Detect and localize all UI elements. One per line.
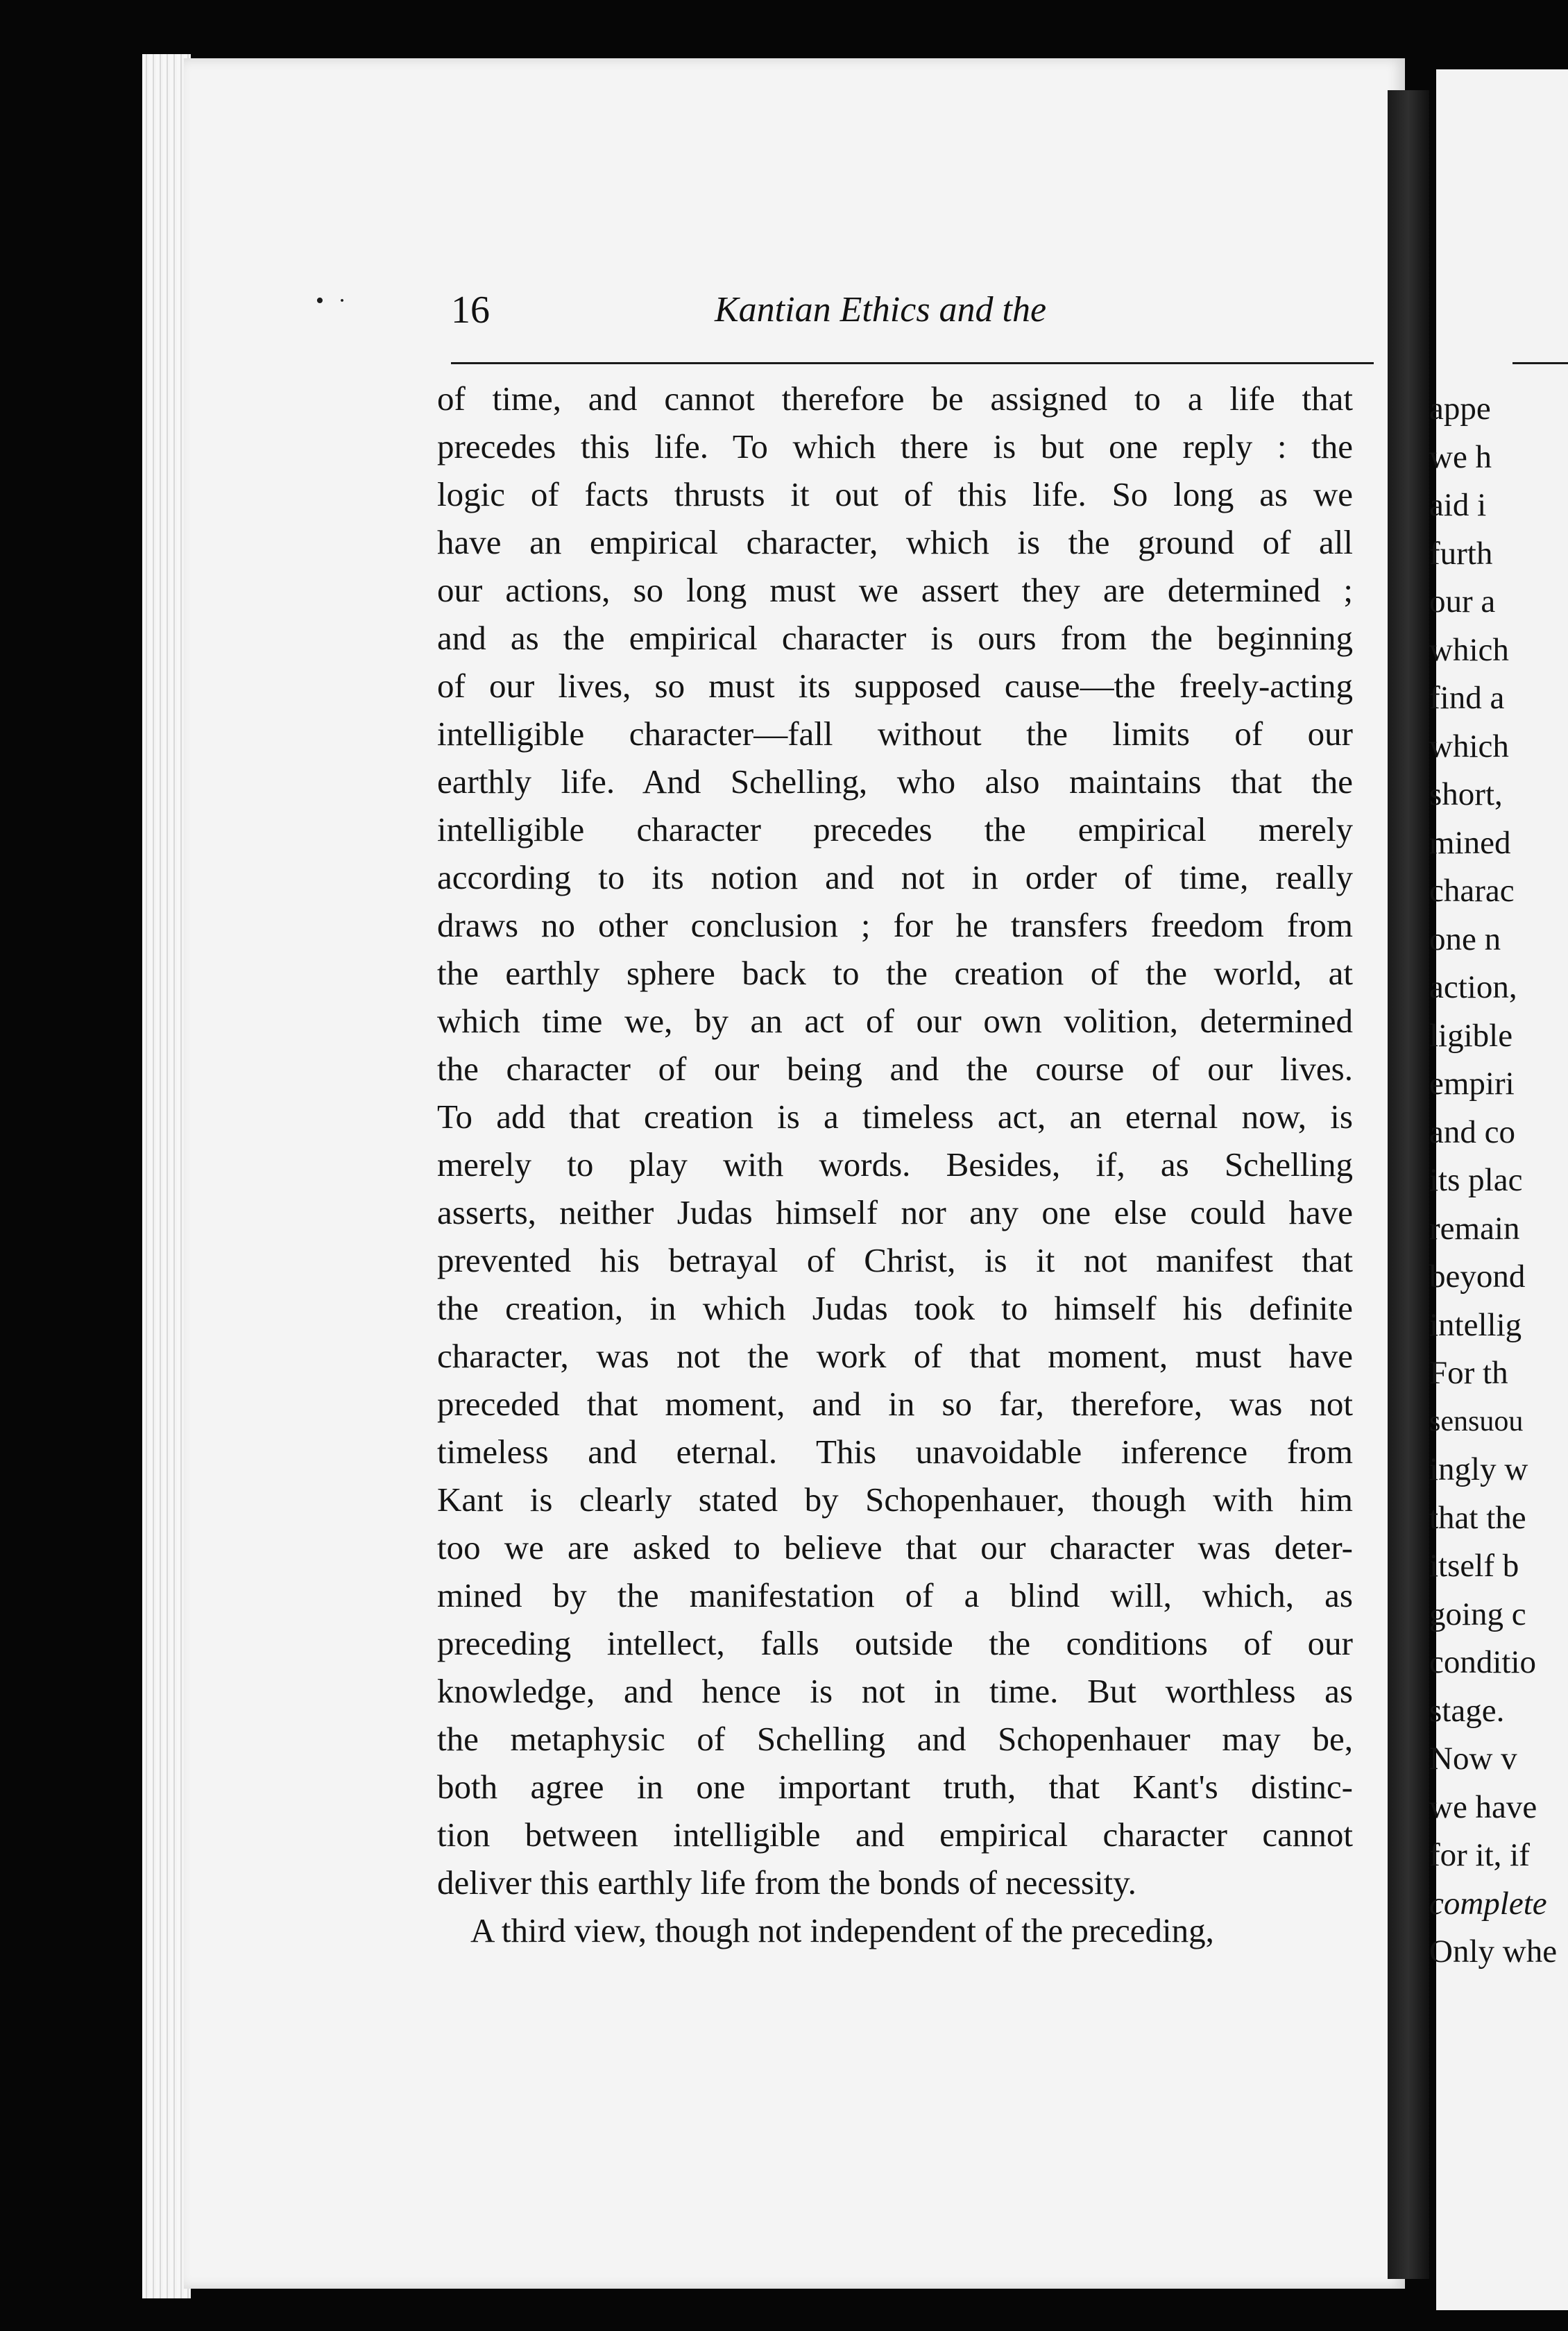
text-line: preceded that moment, and in so far, therefore, was not: [437, 1385, 1353, 1423]
text-line: of time, and cannot therefore be assigned to a life that: [437, 379, 1353, 418]
text-line: precedes this life. To which there is but one reply : the: [437, 427, 1353, 466]
facing-line: sensuou: [1429, 1405, 1524, 1437]
text-line: preceding intellect, falls outside the conditions of our: [437, 1624, 1353, 1662]
text-line: the earthly sphere back to the creation of the world, at: [437, 954, 1353, 992]
scan-specks: • ·: [316, 288, 350, 314]
text-line: character, was not the work of that moment, must have: [437, 1337, 1353, 1375]
facing-line: that the: [1429, 1499, 1526, 1536]
text-line: asserts, neither Judas himself nor any one else could have: [437, 1193, 1353, 1231]
text-line: and as the empirical character is ours from the beginning: [437, 619, 1353, 657]
page-number: 16: [451, 289, 490, 332]
facing-line: one n: [1429, 921, 1501, 957]
facing-line: and co: [1429, 1113, 1515, 1150]
facing-line: furth: [1429, 535, 1493, 572]
facing-line: remain: [1429, 1210, 1520, 1247]
text-line: our actions, so long must we assert they are determined ;: [437, 571, 1353, 609]
text-line: the creation, in which Judas took to himself his definite: [437, 1289, 1353, 1327]
facing-header-rule: [1512, 362, 1568, 364]
facing-line: find a: [1429, 680, 1505, 716]
text-line: intelligible character—fall without the limits of our: [437, 715, 1353, 753]
text-line: intelligible character precedes the empirical merely: [437, 810, 1353, 848]
facing-line: charac: [1429, 873, 1515, 909]
text-line: earthly life. And Schelling, who also maintains that the: [437, 762, 1353, 801]
text-line: draws no other conclusion ; for he transfers freedom from: [437, 906, 1353, 944]
text-line: of our lives, so must its supposed cause—the freely-acting: [437, 667, 1353, 705]
page-header: [451, 281, 1374, 350]
text-line: the metaphysic of Schelling and Schopenhauer may be,: [437, 1720, 1353, 1758]
text-line: deliver this earthly life from the bonds of necessity.: [437, 1863, 1136, 1902]
text-line: have an empirical character, which is the ground of all: [437, 523, 1353, 561]
book-gutter: [1388, 90, 1429, 2279]
text-line: timeless and eternal. This unavoidable inference from: [437, 1433, 1353, 1471]
facing-line: for it, if: [1429, 1837, 1530, 1873]
facing-line: ligible: [1429, 1017, 1513, 1054]
facing-line: mined: [1429, 824, 1511, 861]
running-title: Kantian Ethics and the: [715, 290, 1047, 330]
facing-line: Only whe: [1429, 1933, 1558, 1970]
body-text: [437, 375, 1353, 1954]
text-line: the character of our being and the course of our lives.: [437, 1050, 1353, 1088]
text-line: prevented his betrayal of Christ, is it not manifest that: [437, 1241, 1353, 1279]
facing-line: which: [1429, 631, 1509, 668]
text-line: too we are asked to believe that our character was deter-: [437, 1528, 1353, 1566]
facing-line: we have: [1429, 1788, 1537, 1825]
text-line: according to its notion and not in order of time, really: [437, 858, 1353, 896]
facing-line: we h: [1429, 438, 1492, 475]
facing-line: action,: [1429, 969, 1517, 1005]
text-line: Kant is clearly stated by Schopenhauer, though with him: [437, 1480, 1353, 1519]
text-line: A third view, though not independent of the preceding,: [470, 1911, 1214, 1949]
facing-line: aid i: [1429, 487, 1487, 523]
facing-line: intellig: [1429, 1306, 1522, 1343]
facing-line: appe: [1429, 391, 1491, 427]
text-line: To add that creation is a timeless act, an eternal now, is: [437, 1098, 1353, 1136]
facing-line: short,: [1429, 776, 1503, 812]
text-line: which time we, by an act of our own volition, determined: [437, 1002, 1353, 1040]
facing-line: our a: [1429, 583, 1496, 620]
facing-line: conditio: [1429, 1644, 1537, 1680]
facing-line: ingly w: [1429, 1451, 1528, 1487]
text-line: logic of facts thrusts it out of this life. So long as we: [437, 475, 1353, 513]
facing-line: complete: [1429, 1885, 1547, 1922]
header-rule: [451, 362, 1374, 364]
text-line: knowledge, and hence is not in time. But worthless as: [437, 1672, 1353, 1710]
facing-line: itself b: [1429, 1548, 1519, 1584]
text-line: both agree in one important truth, that Kant's distinc-: [437, 1768, 1353, 1806]
text-line: tion between intelligible and empirical character cannot: [437, 1816, 1353, 1854]
facing-line: stage.: [1429, 1692, 1505, 1729]
facing-line: going c: [1429, 1596, 1526, 1632]
text-line: mined by the manifestation of a blind will, which, as: [437, 1576, 1353, 1614]
facing-line: beyond: [1429, 1258, 1526, 1295]
facing-line: Now v: [1429, 1741, 1517, 1777]
facing-line: empiri: [1429, 1066, 1515, 1102]
facing-page-text: [1429, 385, 1568, 1976]
facing-line: For th: [1429, 1355, 1508, 1391]
text-line: merely to play with words. Besides, if, as Schelling: [437, 1145, 1353, 1184]
facing-line: which: [1429, 728, 1509, 765]
facing-line: its plac: [1429, 1162, 1523, 1198]
